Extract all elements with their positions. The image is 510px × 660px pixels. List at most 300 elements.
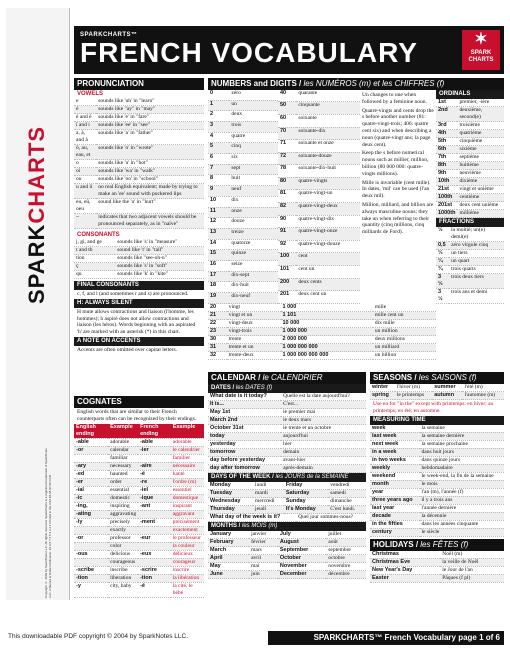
table-row — [436, 107, 504, 122]
table-cell: hanté — [171, 470, 204, 478]
table-cell: century — [370, 528, 420, 536]
table-row — [278, 215, 360, 228]
table-row — [208, 261, 278, 272]
table-cell: demain — [281, 449, 366, 457]
table-cell: necessary — [108, 462, 138, 470]
dates-table — [208, 393, 366, 473]
table-cell: deux cents — [296, 278, 360, 291]
table-cell: premier, -ière — [457, 99, 504, 107]
table-cell: 3 ⅓ — [436, 274, 449, 289]
table-cell: quatre-vingt-douze — [296, 240, 360, 253]
table-cell: deuxième, second(e) — [457, 107, 504, 122]
table-cell: 8th — [436, 162, 457, 170]
table-row — [278, 152, 360, 165]
table-cell: Wednesday — [208, 498, 253, 506]
table-row — [74, 160, 204, 168]
table-cell: après-demain — [281, 465, 366, 473]
table-cell: tion — [74, 255, 115, 263]
days-table — [208, 482, 366, 514]
table-cell: mai — [249, 563, 278, 571]
table-cell: city, baby — [108, 582, 138, 597]
table-row — [436, 210, 504, 218]
table-row — [208, 271, 278, 282]
table-cell: 23 — [208, 328, 227, 336]
table-cell — [74, 526, 108, 534]
column-header: Example — [171, 424, 204, 439]
table-cell: sounds like 's' in "measure" — [115, 239, 204, 247]
table-cell: trente-deux — [227, 352, 281, 360]
table-row — [74, 263, 204, 271]
table-cell: quatrième — [457, 130, 504, 138]
table-row — [208, 111, 278, 122]
table-cell: sound like the 'u' in "hurt" — [96, 199, 204, 214]
table-cell: 10 — [208, 196, 229, 207]
table-cell: la décennie — [420, 512, 505, 520]
table-cell: -é — [138, 470, 171, 478]
table-cell: l'an (m), l'année (f) — [420, 488, 505, 496]
table-cell: -ier — [138, 446, 171, 454]
table-cell: 0,5 — [436, 242, 449, 250]
brand-part-a: SPARK — [24, 223, 49, 304]
numbers-title: NUMBERS and DIGITS — [211, 79, 297, 88]
seasons-title-fr: les SAISONS (f) — [418, 373, 477, 382]
table-row — [74, 566, 204, 574]
table-row — [74, 446, 204, 454]
table-row — [370, 448, 504, 456]
table-cell: C'est lundi. — [328, 506, 366, 514]
table-cell: la semaine prochaine — [420, 440, 505, 448]
table-row — [208, 143, 278, 154]
subsection-title: DAYS OF THE WEEK / les JOURS de la SEMAINE — [208, 473, 366, 482]
table-cell — [138, 510, 171, 518]
table-row — [436, 178, 504, 186]
holidays-table — [370, 551, 504, 583]
table-row — [370, 504, 504, 512]
table-cell: -ial — [74, 486, 108, 494]
table-cell: -tion — [74, 574, 108, 582]
table-row — [436, 99, 504, 107]
table-cell: septième — [457, 154, 504, 162]
table-cell: un quart — [449, 258, 504, 266]
table-cell: July — [278, 531, 326, 539]
table-cell: spring — [370, 392, 395, 400]
table-cell: -ment — [138, 518, 171, 526]
table-cell: dixième — [457, 178, 504, 186]
table-row — [278, 278, 360, 291]
table-cell: essentiel — [171, 486, 204, 494]
table-cell: 10 000 — [281, 320, 373, 328]
table-cell: six — [229, 154, 278, 165]
table-cell: un milliard — [373, 344, 436, 352]
table-cell: -é — [138, 582, 171, 597]
table-row — [74, 184, 204, 199]
table-cell: Quelle est la date aujourd'hui? — [281, 393, 366, 401]
subsection-title: CONSONANTS — [77, 232, 120, 238]
table-row — [278, 190, 360, 203]
table-cell: -or — [74, 534, 108, 542]
table-row — [370, 472, 504, 480]
table-cell: 9 — [208, 186, 229, 197]
table-row — [74, 247, 204, 255]
table-row — [436, 194, 504, 202]
table-cell: soixante-dix-huit — [296, 165, 360, 178]
section-title: PRONUNCIATION — [74, 78, 204, 90]
table-cell: year — [370, 488, 420, 496]
table-cell: -ly — [74, 518, 108, 526]
table-cell: 21st — [436, 186, 457, 194]
table-cell: liberation — [108, 574, 138, 582]
table-cell: il y a trois ans — [420, 496, 505, 504]
table-row — [370, 392, 504, 400]
table-cell: samedi — [328, 490, 366, 498]
table-cell: 71 — [278, 140, 296, 153]
table-cell: ô, au, eau, et — [74, 145, 96, 160]
table-cell: mille cent un — [373, 312, 436, 320]
table-row — [208, 228, 278, 239]
table-cell: -tion — [138, 574, 171, 582]
table-cell: -or — [74, 446, 108, 454]
table-cell: in a week — [370, 448, 420, 456]
table-cell: avant-hier — [281, 457, 366, 465]
number-note: Quatre-vingts and cents drop the s before another number (81: quatre-vingt-trois; 406: quatre cent six) and when describing a noun (quatre-vingt ans; la page deux cent). — [362, 107, 434, 148]
section-title: HOLIDAYS / les FÊTES (f) — [370, 539, 504, 551]
ordinals-table — [436, 99, 504, 218]
table-row — [370, 520, 504, 528]
table-cell: soixante et onze — [296, 140, 360, 153]
table-row — [74, 478, 204, 486]
table-row — [208, 90, 278, 100]
table-cell: trente — [227, 336, 281, 344]
table-cell: 2 — [208, 111, 229, 122]
table-cell: 2 000 000 — [281, 336, 373, 344]
table-row — [208, 498, 366, 506]
subsection-title: ORDINALS — [436, 90, 504, 99]
table-cell: le mois — [420, 480, 505, 488]
table-cell: zéro — [229, 90, 278, 100]
table-row — [208, 563, 366, 571]
section-title: COGNATES — [74, 396, 204, 408]
table-cell: sounds like 's' in "soft" — [115, 263, 204, 271]
table-cell: -ing, — [74, 502, 108, 510]
table-cell: Pâques (f pl) — [440, 574, 504, 582]
table-cell: no real English equivalent; made by trying to make an 'ee' sound with puckered lips — [96, 184, 204, 199]
table-cell: Thursday — [208, 506, 253, 514]
table-row — [74, 526, 204, 534]
table-cell: -eux — [138, 550, 171, 558]
table-cell: 13 — [208, 228, 229, 239]
table-row — [370, 496, 504, 504]
table-cell: le printemps — [395, 392, 432, 400]
table-cell: dans les années cinquante — [420, 520, 505, 528]
table-row — [208, 449, 366, 457]
brand-part-b: CHARTS — [24, 125, 49, 224]
table-row — [208, 555, 366, 563]
table-cell: February — [208, 539, 249, 547]
table-cell: 80 — [278, 177, 296, 190]
table-cell: 6th — [436, 146, 457, 154]
table-cell: 72 — [278, 152, 296, 165]
table-cell: day after tomorrow — [208, 465, 281, 473]
table-cell: quatre-vingt-onze — [296, 228, 360, 241]
table-cell: quatre-vingt-deux — [296, 203, 360, 216]
table-row — [278, 102, 360, 115]
table-cell: 3rd — [436, 122, 457, 130]
table-cell: j, gi, and ge — [74, 239, 115, 247]
table-cell: le calendrier — [171, 446, 204, 454]
table-cell: le siècle — [420, 528, 505, 536]
table-header-row — [74, 424, 204, 439]
table-row — [278, 127, 360, 140]
table-cell: huitième — [457, 162, 504, 170]
dates-label: DATES — [211, 385, 231, 391]
table-cell: sounds like 'ee' in "see" — [96, 122, 204, 130]
table-cell: mardi — [253, 490, 284, 498]
table-row — [370, 464, 504, 472]
table-cell: domestic — [108, 494, 138, 502]
table-cell: What date is it today? — [208, 393, 281, 401]
table-cell: 3 — [208, 121, 229, 132]
table-cell: trois ans et demi — [449, 289, 504, 304]
table-row — [74, 470, 204, 478]
table-row — [208, 482, 366, 490]
table-cell: Saturday — [284, 490, 328, 498]
table-cell: today — [208, 433, 281, 441]
table-cell: 0 — [208, 90, 229, 100]
table-cell: -aire — [138, 462, 171, 470]
table-cell: la moitié; un(e) demi(e) — [449, 227, 504, 242]
table-cell: familiar — [108, 454, 138, 462]
table-row — [370, 512, 504, 520]
table-cell: sounds like 'oo' in "school" — [96, 176, 204, 184]
seasons-note: Use en for "in the" except with printemps: en hiver; au printemps; en été; en automne. — [373, 401, 494, 414]
consonants-table — [74, 239, 204, 279]
table-cell: le week-end, la fin de la semaine — [420, 472, 505, 480]
table-cell: -scrire — [138, 566, 171, 574]
table-cell: May 1st — [208, 409, 281, 417]
table-row — [208, 100, 278, 111]
table-cell: January — [208, 531, 249, 539]
seasons-table — [370, 384, 504, 400]
table-cell: 92 — [278, 240, 296, 253]
table-cell: 1 101 — [281, 312, 373, 320]
table-cell: 200 — [278, 278, 296, 291]
table-cell: le premier mai — [281, 409, 366, 417]
table-row — [436, 122, 504, 130]
table-cell: -y — [74, 582, 108, 597]
column-header: French ending — [138, 424, 171, 439]
table-row — [74, 438, 204, 446]
table-cell: novembre — [326, 563, 366, 571]
table-cell: juillet — [326, 531, 366, 539]
table-cell: le trente et un octobre — [281, 425, 366, 433]
sparkcharts-logo — [462, 30, 500, 70]
table-cell: sept — [229, 164, 278, 175]
table-cell: vingt-trois — [227, 328, 281, 336]
pronunciation-section — [74, 78, 204, 378]
table-cell: deux millions — [373, 336, 436, 344]
table-cell: inspirant — [171, 502, 204, 510]
table-row — [208, 425, 366, 433]
table-cell: sounds like 'e' in "fare" — [96, 114, 204, 122]
table-cell: le professeur — [171, 534, 204, 542]
table-cell: -able — [138, 438, 171, 446]
table-cell: quarante — [296, 90, 360, 102]
table-row — [370, 488, 504, 496]
number-note: Mille is invariable (cent mille). In dates, 'mil' can be used (l'an deux mil). — [362, 179, 431, 200]
accents-text: Accents are often omitted over capital letters. — [77, 346, 178, 353]
day-question-table — [208, 514, 366, 522]
table-cell: quatre-vingt-un — [296, 190, 360, 203]
table-row — [436, 154, 504, 162]
table-cell: 21 — [208, 312, 227, 320]
table-row — [208, 154, 278, 165]
h-silent-text: H mute allows contractions and liaison (l'homme, les hommes); h aspiré does not allow contractions and liaison (les héros). Words beginning with an aspirated 'h' are marked with an asterisk (*) in this chart. — [77, 308, 196, 336]
table-row — [436, 162, 504, 170]
table-row — [370, 528, 504, 536]
table-cell: douze — [229, 218, 278, 229]
table-cell: dans huit jours — [420, 448, 505, 456]
dates-label-fr: les DATES (f) — [235, 385, 273, 391]
cognates-intro: English words that are similar to their French counterparts often can be recognized by their endings. — [77, 409, 197, 422]
table-cell: October — [278, 555, 326, 563]
table-cell: adorable — [108, 438, 138, 446]
table-cell: 1st — [436, 99, 457, 107]
table-row — [370, 558, 504, 566]
table-cell: é — [74, 106, 96, 114]
table-row — [74, 98, 204, 106]
table-cell: order — [108, 478, 138, 486]
table-cell: 14 — [208, 239, 229, 250]
table-cell: deux — [229, 111, 278, 122]
table-cell: la cité, le bébé — [171, 582, 204, 597]
table-row — [74, 176, 204, 184]
table-cell: e — [74, 98, 96, 106]
table-row — [278, 90, 360, 102]
measuring-table — [370, 425, 504, 537]
table-cell: vingt et un — [227, 312, 281, 320]
table-cell: 60 — [278, 114, 296, 127]
table-cell: cinquante — [296, 102, 360, 115]
table-row — [74, 114, 204, 122]
table-cell: vingt et unième — [457, 186, 504, 194]
numbers-section — [208, 78, 504, 368]
table-cell: 81 — [278, 190, 296, 203]
table-cell: Sunday — [284, 498, 328, 506]
table-cell: ç — [74, 263, 115, 271]
table-cell: deux cent unième — [457, 202, 504, 210]
table-cell: juin — [249, 571, 278, 579]
table-cell: zéro virgule cinq — [449, 242, 504, 250]
table-cell: C'est... — [281, 401, 366, 409]
table-cell: -iel — [138, 486, 171, 494]
table-cell: ~ — [74, 214, 96, 229]
table-row — [208, 312, 436, 320]
table-cell: 1 000 000 000 000 — [281, 352, 373, 360]
table-row — [74, 168, 204, 176]
table-cell: l'été (m) — [462, 384, 504, 392]
table-cell: mars — [249, 547, 278, 555]
table-cell: dix-huit — [229, 282, 278, 293]
table-cell: inscribe — [108, 566, 138, 574]
table-cell: -ary — [74, 462, 108, 470]
table-cell: December — [278, 571, 326, 579]
subsection-title: FINAL CONSONANTS — [74, 281, 204, 290]
table-cell: hebdomadaire — [420, 464, 505, 472]
subsection-title: DATES / les DATES (f) — [208, 384, 366, 393]
table-cell: neuf — [229, 186, 278, 197]
table-cell: 11 — [208, 207, 229, 218]
table-row — [278, 266, 360, 279]
table-cell: a, à, and â — [74, 130, 96, 145]
table-cell: 78 — [278, 165, 296, 178]
table-cell: 201st — [436, 202, 457, 210]
table-cell: dix-neuf — [229, 293, 278, 304]
table-cell: aujourd'hui — [281, 433, 366, 441]
table-cell: un — [229, 100, 278, 111]
table-cell: 18 — [208, 282, 229, 293]
table-cell: -ous — [74, 550, 108, 558]
months-label-fr: les MOIS (m) — [242, 523, 278, 529]
table-cell: vendredi — [328, 482, 366, 490]
table-cell: dix — [229, 196, 278, 207]
table-cell: 32 — [208, 352, 227, 360]
table-cell: 100 — [278, 253, 296, 266]
table-row — [208, 417, 366, 425]
table-cell: dans quinze jours — [420, 456, 505, 464]
table-cell: aggravant — [171, 510, 204, 518]
table-cell — [138, 558, 171, 566]
table-cell: trois — [229, 121, 278, 132]
table-cell: It's Monday — [284, 506, 328, 514]
title-bar — [74, 26, 504, 74]
table-cell: soixante-dix — [296, 127, 360, 140]
table-cell: u and û — [74, 184, 96, 199]
table-cell: huit — [229, 175, 278, 186]
table-cell: 70 — [278, 127, 296, 140]
table-cell: t and th — [74, 247, 115, 255]
page-title: FRENCH VOCABULARY — [80, 37, 418, 68]
table-cell: August — [278, 539, 326, 547]
table-cell: 1 000 000 000 — [281, 344, 373, 352]
table-cell: trente et un — [227, 344, 281, 352]
table-cell: exactement — [171, 526, 204, 534]
table-cell: professor — [108, 534, 138, 542]
table-cell: 7 — [208, 164, 229, 175]
table-cell: Friday — [284, 482, 328, 490]
numbers-notes — [360, 90, 436, 304]
table-cell: la semaine — [420, 425, 505, 433]
table-cell: un billion — [373, 352, 436, 360]
table-row — [208, 304, 436, 312]
table-cell: winter — [370, 384, 395, 392]
table-row — [278, 240, 360, 253]
table-cell: 1 000 — [281, 304, 373, 312]
table-row — [208, 336, 436, 344]
table-cell: 31 — [208, 344, 227, 352]
table-cell: March 2nd — [208, 417, 281, 425]
table-cell: la libération — [171, 574, 204, 582]
months-label: MONTHS — [211, 523, 237, 529]
table-cell: courageous — [108, 558, 138, 566]
table-row — [370, 480, 504, 488]
table-cell: Tuesday — [208, 490, 253, 498]
table-cell: precisely — [108, 518, 138, 526]
numbers-title-fr: les NUMÉROS (m) et les CHIFFRES (f) — [303, 79, 445, 88]
table-cell: centième — [457, 194, 504, 202]
table-cell: essential — [108, 486, 138, 494]
holidays-title-fr: les FÊTES (f) — [420, 539, 469, 549]
table-cell: trois quarts — [449, 266, 504, 274]
